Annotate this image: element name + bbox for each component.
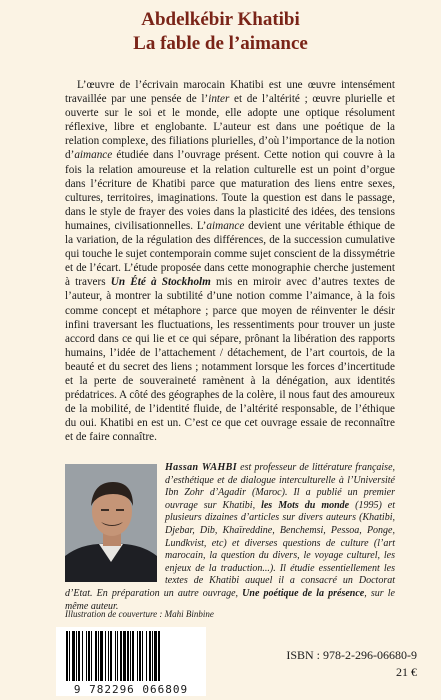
bio-text-1: est professeur de littérature française, d’esthétique et de dialogue interculturelle à l’Université Ibn Zohr d’Agadir (Maroc). Il a publié un premier ouvrage sur Khatibi, [165,462,396,511]
cover-author: Abdelkébir Khatibi [141,9,300,30]
bio-book-2: Une poétique de la présence [242,587,365,599]
blurb-emph-inter: inter [208,93,230,106]
blurb-text-3: étudiée dans l’ouvrage présent. Cette notion qui couvre à la fois la relation amoureuse et la relation culturelle est un point d’orgue dans l’écriture de Khatibi parce que maturation des liens entre sexes, cultures, territoires, imaginations. Toute la question est dans le passage, dans le style de frayer des voies dans la plasticité des idées, des tensions humaines, civilisationnelles. L’ [65,149,395,232]
price: 21 € [396,665,417,679]
blurb-text-2: et de l’altérité ; œuvre plurielle et ouverte sur le soi et le monde, elle adopte une optique résolument réflexive, libre et englobante. L’auteur est dans une poétique de la relation complexe, des filiations plurielles, d’où l’importance de la notion d’ [65,93,395,162]
illustration-credit: Illustration de couverture : Mahi Binbine [65,609,214,619]
photo-spacer [65,462,165,582]
bio-text-3: , sur le même auteur. [65,587,395,612]
title-block [0,8,441,56]
blurb-emph-aimance-2: aimance [206,219,245,232]
blurb-text-4: devient une véritable éthique de la variation, de la régulation des différences, de la succession cumulative qui touche le sujet contemporain comme sujet conscient de la dissymétrie et de l’écart. L’étude proposée dans cette monographie cherche justement à travers [65,219,395,289]
bio-text-2: (1995) et plusieurs dizaines d’articles sur divers auteurs (Khatibi, Djebar, Dib, Khaïreddine, Benchemsi, Pessoa, Ponge, Lundkvist, etc) et diverses questions de culture (l’art marocain, la question du divers, le voyage culturel, les enjeux de la traduction...). Il étudie essentiellement les textes de Khatibi auquel il a consacré un Doctorat d’Etat. En préparation un autre ouvrage, [65,499,395,599]
blurb-text-5: mis en miroir avec d’autres textes de l’auteur, à montrer la subtilité d’une notion comme l’aimance, à la fois comme concept et métaphore ; parce que moyen de réinventer le désir infini traversant les fluctuations, les ressentiments pour trouver un juste accord dans ce qui lie et ce qui sépare, prônant la libération des rapports humains, l’idée de l’attachement / détachement, de l’art courtois, de la beauté et du secret des liens ; notamment lorsque les forces d’incertitude et la perte de souveraineté ramènent à la dénégation, aux identités prédatrices. A côté des géographes de la colère, il nous faut des amoureux de la mobilité, de l’identité fluide, de l’altérité responsable, de l’éthique du oui. Khatibi en est un. C’est ce que cet ouvrage essaie de reconnaître et de faire connaître. [65,276,395,444]
cover-title: La fable de l’aimance [133,33,308,54]
back-cover-blurb [65,78,395,444]
barcode-icon [56,627,206,683]
blurb-text-1: L’œuvre de l’écrivain marocain Khatibi est une œuvre intensément travaillée par une pensée de l’ [65,79,395,106]
blurb-book-title: Un Été à Stockholm [110,276,211,289]
bio-book-1: les Mots du monde [261,499,350,511]
bio-author-name: Hassan WAHBI [165,462,238,473]
barcode-digits: 9 782296 066809 [56,683,206,696]
blurb-emph-aimance: aimance [74,149,113,162]
author-bio [65,462,395,613]
barcode [56,627,206,689]
isbn: ISBN : 978-2-296-06680-9 [286,648,417,662]
